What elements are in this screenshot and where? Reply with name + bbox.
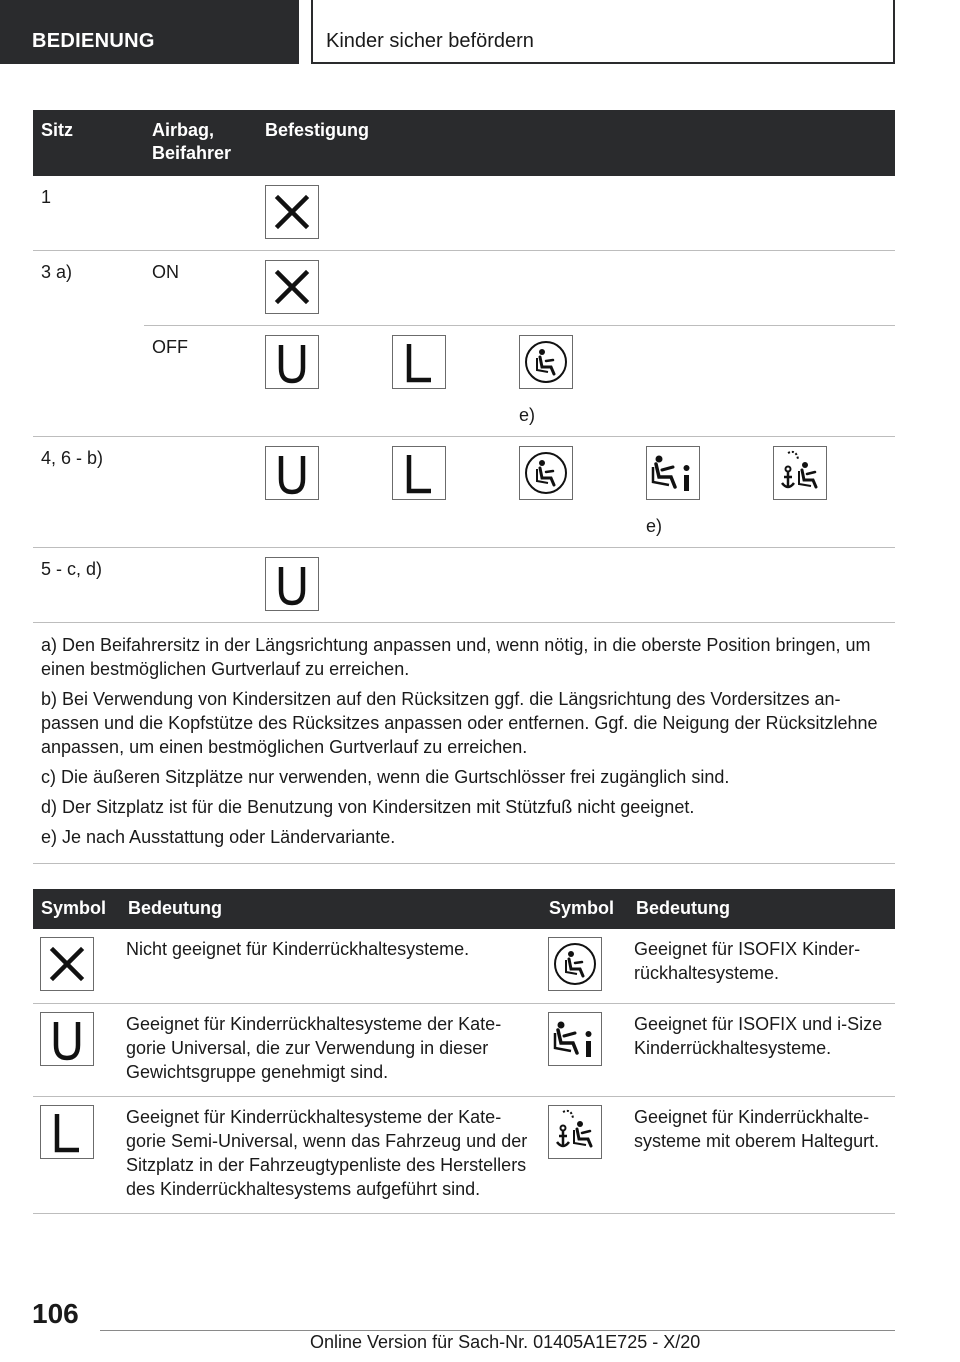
footnote-e: e) Je nach Ausstattung oder Ländervariante. — [41, 827, 396, 847]
table-header-row — [33, 889, 895, 929]
cross-icon — [40, 937, 94, 991]
isofix-seat-icon — [548, 937, 602, 991]
seat-cell: 4, 6 - b) — [33, 437, 144, 548]
universal-u-icon — [265, 557, 319, 611]
column-header-symbol: Symbol — [541, 889, 628, 929]
symbol-cell — [33, 1004, 120, 1097]
seat-cell: 5 - c, d) — [33, 548, 144, 623]
meaning-cell: Geeignet für ISOFIX Kinderrückhaltesysteme. — [628, 929, 895, 1004]
column-header-meaning: Bedeutung — [628, 889, 895, 929]
footnotes-row — [33, 623, 895, 864]
variant-note: e) — [646, 516, 663, 536]
airbag-cell — [144, 437, 257, 548]
symbol-cell — [541, 1004, 628, 1097]
table-row — [33, 1097, 895, 1214]
meaning-cell: Geeignet für Kinderrückhaltesysteme der Kategorie Universal, die zur Verwendung in dieser Gewichtsgruppe genehmigt sind. — [120, 1004, 541, 1097]
semi-universal-l-icon — [392, 335, 446, 389]
footnote-d: d) Der Sitzplatz ist für die Benutzung von Kindersitzen mit Stützfuß nicht geeignet. — [41, 797, 695, 817]
isofix-seat-icon — [519, 335, 573, 389]
universal-u-icon — [265, 446, 319, 500]
isize-seat-icon — [548, 1012, 602, 1066]
airbag-cell — [144, 176, 257, 251]
symbol-cell — [33, 929, 120, 1004]
column-header-airbag: Airbag, Beifahrer — [144, 110, 257, 176]
isize-seat-icon — [646, 446, 700, 500]
meaning-cell: Geeignet für ISOFIX und i-Size Kinderrückhaltesysteme. — [628, 1004, 895, 1097]
online-version-link[interactable]: Online Version für Sach-Nr. 01405A1E725 - X/20 — [310, 1332, 701, 1352]
airbag-cell — [144, 548, 257, 623]
header-section-title: BEDIENUNG — [0, 0, 299, 64]
mount-cell — [257, 326, 895, 437]
table-row — [33, 1004, 895, 1097]
symbol-cell — [541, 929, 628, 1004]
table-row — [33, 548, 895, 623]
page-number: 106 — [32, 1298, 79, 1329]
seat-cell: 3 a) — [33, 251, 144, 437]
meaning-cell: Geeignet für Kinderrückhaltesysteme der Kategorie Semi-Universal, wenn das Fahrzeug und der Sitzplatz in der Fahrzeugtypenliste des Herstellers des Kinderrückhaltesystems aufgeführt sind. — [120, 1097, 541, 1214]
seat-cell: 1 — [33, 176, 144, 251]
airbag-cell: ON — [144, 251, 257, 326]
top-tether-icon — [773, 446, 827, 500]
cross-icon — [265, 185, 319, 239]
mount-cell — [257, 176, 895, 251]
table-row — [33, 929, 895, 1004]
seat-suitability-table — [33, 110, 895, 864]
universal-u-icon — [265, 335, 319, 389]
mount-cell — [257, 251, 895, 326]
symbol-legend-table — [33, 889, 895, 1214]
meaning-cell: Geeignet für Kinderrückhaltesysteme mit oberem Haltegurt. — [628, 1097, 895, 1214]
semi-universal-l-icon — [392, 446, 446, 500]
column-header-mount: Befestigung — [257, 110, 895, 176]
column-header-symbol: Symbol — [33, 889, 120, 929]
column-header-meaning: Bedeutung — [120, 889, 541, 929]
symbol-cell — [541, 1097, 628, 1214]
mount-cell — [257, 437, 895, 548]
footnote-a: a) Den Beifahrersitz in der Längsrichtung anpassen und, wenn nötig, in die oberste Position bringen, um einen bestmöglichen Gurtverlauf zu erreichen. — [41, 635, 871, 679]
footer-divider — [100, 1330, 895, 1331]
symbol-cell — [33, 1097, 120, 1214]
column-header-seat: Sitz — [33, 110, 144, 176]
cross-icon — [265, 260, 319, 314]
footnotes — [33, 623, 895, 864]
semi-universal-l-icon — [40, 1105, 94, 1159]
footnote-b: b) Bei Verwendung von Kindersitzen auf den Rücksitzen ggf. die Längsrichtung des Vordersitzes anpassen und die Kopfstütze des Rücksitzes anpassen oder entfernen. Ggf. die Neigung der Rücksitzlehne anpassen, um einen bestmöglichen Gurtverlauf zu erreichen. — [41, 689, 878, 757]
table-header-row — [33, 110, 895, 176]
table-row — [33, 251, 895, 326]
variant-note: e) — [519, 405, 536, 425]
table-row — [33, 326, 895, 437]
isofix-seat-icon — [519, 446, 573, 500]
table-row — [33, 176, 895, 251]
header-chapter-title: Kinder sicher befördern — [311, 0, 895, 64]
universal-u-icon — [40, 1012, 94, 1066]
top-tether-icon — [548, 1105, 602, 1159]
table-row — [33, 437, 895, 548]
footnote-c: c) Die äußeren Sitzplätze nur verwenden, wenn die Gurtschlösser frei zugänglich sind. — [41, 767, 730, 787]
mount-cell — [257, 548, 895, 623]
meaning-cell: Nicht geeignet für Kinderrückhaltesysteme. — [120, 929, 541, 1004]
airbag-cell: OFF — [144, 326, 257, 437]
